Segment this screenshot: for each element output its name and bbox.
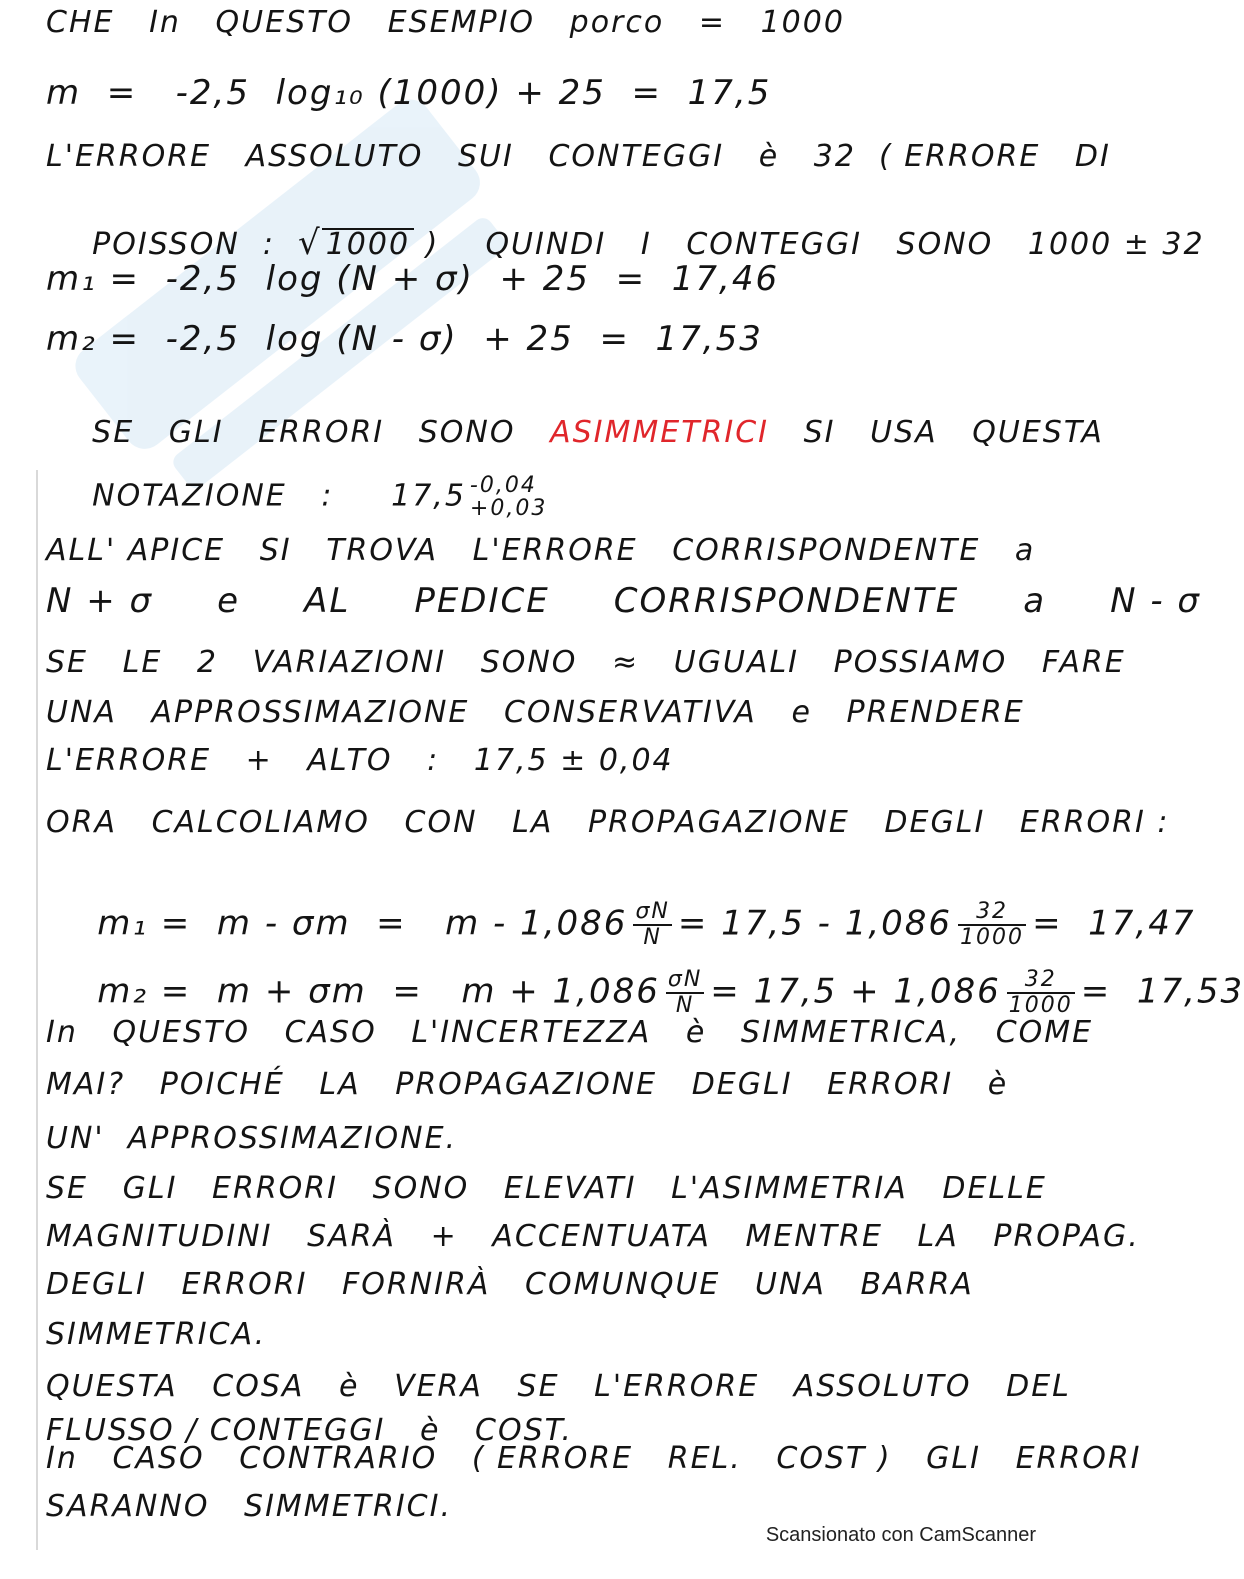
text-line-1: CHE In QUESTO ESEMPIO porco = 1000 [46, 5, 845, 40]
text-line-flusso: FLUSSO / CONTEGGI è COST. [46, 1413, 573, 1448]
text-line-simmetrica: In QUESTO CASO L'INCERTEZZA è SIMMETRICA, COME [46, 1015, 1094, 1050]
text-line-approssimazione: UNA APPROSSIMAZIONE CONSERVATIVA e PRENDERE [46, 695, 1025, 730]
text-line-errore-alto: L'ERRORE + ALTO : 17,5 ± 0,04 [46, 743, 674, 778]
error-upper: -0,04 [469, 473, 537, 498]
asym-suffix: SI USA QUESTA [769, 415, 1104, 450]
text-line-saranno: SARANNO SIMMETRICI. [46, 1489, 452, 1524]
text-line-approx: UN' APPROSSIMAZIONE. [46, 1121, 458, 1156]
fraction-sigma-n: $\frac{\sigma N}{N}$ [667, 967, 703, 1019]
text-line-magnitudini: MAGNITUDINI SARÀ + ACCENTUATA MENTRE LA PROPAG. [46, 1219, 1140, 1254]
text-line-m1-log: m₁ = -2,5 log (N + σ) + 25 = 17,46 [46, 259, 780, 299]
text-line-m2-log: m₂ = -2,5 log (N - σ) + 25 = 17,53 [46, 319, 763, 359]
notation-label: NOTAZIONE : 17,5 [92, 478, 466, 514]
m1-lhs: m₁ = m - σm = m - 1,086 [97, 903, 628, 944]
text-line-pedice: N + σ e AL PEDICE CORRISPONDENTE a N - σ [46, 581, 1201, 621]
asym-prefix: SE GLI ERRORI SONO [92, 415, 551, 450]
text-line-vera: QUESTA COSA è VERA SE L'ERRORE ASSOLUTO DEL [46, 1369, 1071, 1404]
text-line-barra: DEGLI ERRORI FORNIRÀ COMUNQUE UNA BARRA [46, 1267, 974, 1302]
text-line-come-mai: MAI? POICHÉ LA PROPAGAZIONE DEGLI ERRORI è [46, 1067, 1009, 1102]
fraction-32-1000: $\frac{32}{1000}$ [1008, 967, 1073, 1019]
poisson-label: POISSON : [92, 227, 299, 262]
m2-mid: = 17,5 + 1,086 [710, 971, 1001, 1012]
page-margin-line [36, 470, 38, 1550]
error-stack [470, 474, 547, 520]
text-line-simmetrica-end: SIMMETRICA. [46, 1317, 267, 1352]
m1-mid: = 17,5 - 1,086 [677, 903, 953, 944]
text-line-propagazione: ORA CALCOLIAMO CON LA PROPAGAZIONE DEGLI ERRORI : [46, 805, 1170, 840]
sqrt-value: 1000 [322, 228, 414, 260]
text-line-variazioni: SE LE 2 VARIAZIONI SONO ≈ UGUALI POSSIAMO FARE [46, 645, 1126, 680]
fraction-sigma-n: $\frac{\sigma N}{N}$ [635, 899, 670, 951]
asymmetric-highlight: ASIMMETRICI [550, 415, 770, 450]
m2-lhs: m₂ = m + σm = m + 1,086 [97, 971, 660, 1012]
m1-result: = 17,47 [1032, 903, 1196, 944]
camscanner-footer: Scansionato con CamScanner [765, 1524, 1036, 1546]
text-line-3: L'ERRORE ASSOLUTO SUI CONTEGGI è 32 ( ERRORE DI [46, 139, 1111, 174]
text-line-apice: ALL' APICE SI TROVA L'ERRORE CORRISPONDENTE a [46, 533, 1036, 568]
m2-result: = 17,53 [1080, 971, 1244, 1012]
text-line-2: m = -2,5 log₁₀ (1000) + 25 = 17,5 [46, 73, 772, 113]
sqrt-icon: √ [298, 223, 322, 263]
text-line-elevati: SE GLI ERRORI SONO ELEVATI L'ASIMMETRIA DELLE [46, 1171, 1047, 1206]
poisson-rest: ) QUINDI I CONTEGGI SONO 1000 ± 32 [414, 227, 1205, 262]
text-line-caso-contrario: In CASO CONTRARIO ( ERRORE REL. COST ) GLI ERRORI [46, 1441, 1142, 1476]
fraction-32-1000: $\frac{32}{1000}$ [960, 899, 1025, 951]
error-lower: +0,03 [469, 496, 548, 522]
